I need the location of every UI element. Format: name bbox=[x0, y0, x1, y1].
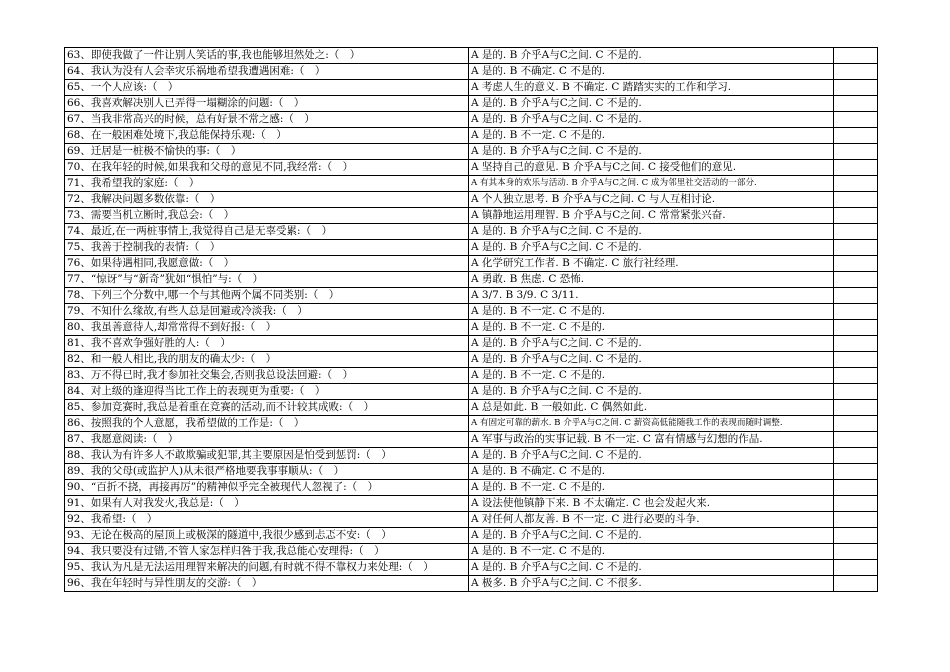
options-cell: A 是的. B 介乎A与C之间. C 不是的. bbox=[469, 96, 834, 112]
answer-cell[interactable] bbox=[834, 256, 878, 272]
options-cell: A 勇敢. B 焦虑. C 恐怖. bbox=[469, 272, 834, 288]
options-cell: A 是的. B 不一定. C 不是的. bbox=[469, 128, 834, 144]
options-cell: A 有其本身的欢乐与活动. B 介乎A与C之间. C 成为邻里社交活动的一部分. bbox=[469, 176, 834, 192]
answer-cell[interactable] bbox=[834, 480, 878, 496]
answer-cell[interactable] bbox=[834, 192, 878, 208]
answer-cell[interactable] bbox=[834, 368, 878, 384]
table-row bbox=[65, 528, 878, 544]
options-cell: A 是的. B 介乎A与C之间. C 不是的. bbox=[469, 224, 834, 240]
question-cell: 64、我认为没有人会幸灾乐祸地希望我遭遇困难:（ ） bbox=[65, 64, 469, 80]
table-row bbox=[65, 576, 878, 592]
options-cell: A 是的. B 不一定. C 不是的. bbox=[469, 320, 834, 336]
answer-cell[interactable] bbox=[834, 112, 878, 128]
question-cell: 94、我只要没有过错,不管人家怎样归咎于我,我总能心安理得:（ ） bbox=[65, 544, 469, 560]
table-row bbox=[65, 416, 878, 432]
table-row bbox=[65, 64, 878, 80]
options-cell: A 是的. B 介乎A与C之间. C 不是的. bbox=[469, 112, 834, 128]
options-cell: A 个人独立思考. B 介乎A与C之间. C 与人互相讨论. bbox=[469, 192, 834, 208]
table-row bbox=[65, 352, 878, 368]
options-cell: A 是的. B 不确定. C 不是的. bbox=[469, 64, 834, 80]
table-row bbox=[65, 96, 878, 112]
answer-cell[interactable] bbox=[834, 448, 878, 464]
options-cell: A 3/7. B 3/9. C 3/11. bbox=[469, 288, 834, 304]
question-cell: 79、不知什么缘故,有些人总是回避或冷淡我:（ ） bbox=[65, 304, 469, 320]
table-row bbox=[65, 320, 878, 336]
options-cell: A 是的. B 不一定. C 不是的. bbox=[469, 544, 834, 560]
answer-cell[interactable] bbox=[834, 384, 878, 400]
options-cell: A 是的. B 不一定. C 不是的. bbox=[469, 304, 834, 320]
question-cell: 82、和一般人相比,我的朋友的确太少:（ ） bbox=[65, 352, 469, 368]
answer-cell[interactable] bbox=[834, 208, 878, 224]
question-cell: 87、我愿意阅读:（ ） bbox=[65, 432, 469, 448]
answer-cell[interactable] bbox=[834, 96, 878, 112]
options-cell: A 对任何人都友善. B 不一定. C 进行必要的斗争. bbox=[469, 512, 834, 528]
table-row bbox=[65, 496, 878, 512]
answer-cell[interactable] bbox=[834, 160, 878, 176]
questionnaire-table bbox=[64, 47, 878, 592]
question-cell: 81、我不喜欢争强好胜的人:（ ） bbox=[65, 336, 469, 352]
table-row bbox=[65, 272, 878, 288]
options-cell: A 是的. B 介乎A与C之间. C 不是的. bbox=[469, 336, 834, 352]
table-row bbox=[65, 144, 878, 160]
table-row bbox=[65, 48, 878, 64]
table-row bbox=[65, 208, 878, 224]
question-cell: 80、我虽善意待人,却常常得不到好报:（ ） bbox=[65, 320, 469, 336]
table-row bbox=[65, 240, 878, 256]
options-cell: A 镇静地运用理智. B 介乎A与C之间. C 常常紧张兴奋. bbox=[469, 208, 834, 224]
answer-cell[interactable] bbox=[834, 464, 878, 480]
table-row bbox=[65, 336, 878, 352]
answer-cell[interactable] bbox=[834, 544, 878, 560]
question-cell: 71、我希望我的家庭:（ ） bbox=[65, 176, 469, 192]
options-cell: A 坚持自己的意见. B 介乎A与C之间. C 接受他们的意见. bbox=[469, 160, 834, 176]
answer-cell[interactable] bbox=[834, 272, 878, 288]
answer-cell[interactable] bbox=[834, 128, 878, 144]
question-cell: 76、如果待遇相同,我愿意做:（ ） bbox=[65, 256, 469, 272]
table-row bbox=[65, 80, 878, 96]
options-cell: A 极多. B 介乎A与C之间. C 不很多. bbox=[469, 576, 834, 592]
answer-cell[interactable] bbox=[834, 400, 878, 416]
answer-cell[interactable] bbox=[834, 528, 878, 544]
question-cell: 68、在一般困难处境下,我总能保持乐观:（ ） bbox=[65, 128, 469, 144]
options-cell: A 是的. B 介乎A与C之间. C 不是的. bbox=[469, 240, 834, 256]
options-cell: A 是的. B 不一定. C 不是的. bbox=[469, 368, 834, 384]
answer-cell[interactable] bbox=[834, 144, 878, 160]
question-cell: 89、我的父母(或监护人)从未很严格地要我事事顺从:（ ） bbox=[65, 464, 469, 480]
table-row bbox=[65, 304, 878, 320]
options-cell: A 是的. B 介乎A与C之间. C 不是的. bbox=[469, 448, 834, 464]
question-cell: 88、我认为有许多人不敢欺骗或犯罪,其主要原因是怕受到惩罚:（ ） bbox=[65, 448, 469, 464]
options-cell: A 是的. B 介乎A与C之间. C 不是的. bbox=[469, 144, 834, 160]
question-cell: 63、即使我做了一件让别人笑话的事,我也能够坦然处之:（ ） bbox=[65, 48, 469, 64]
table-row bbox=[65, 192, 878, 208]
answer-cell[interactable] bbox=[834, 512, 878, 528]
answer-cell[interactable] bbox=[834, 560, 878, 576]
question-cell: 93、无论在极高的屋顶上或极深的隧道中,我很少感到忐忑不安:（ ） bbox=[65, 528, 469, 544]
answer-cell[interactable] bbox=[834, 64, 878, 80]
questionnaire-body bbox=[65, 48, 878, 592]
question-cell: 74、最近,在一两桩事情上,我觉得自己是无辜受累:（ ） bbox=[65, 224, 469, 240]
options-cell: A 是的. B 介乎A与C之间. C 不是的. bbox=[469, 352, 834, 368]
table-row bbox=[65, 544, 878, 560]
answer-cell[interactable] bbox=[834, 224, 878, 240]
table-row bbox=[65, 464, 878, 480]
options-cell: A 是的. B 介乎A与C之间. C 不是的. bbox=[469, 560, 834, 576]
options-cell: A 军事与政治的实事记载. B 不一定. C 富有情感与幻想的作品. bbox=[469, 432, 834, 448]
question-cell: 96、我在年轻时与异性朋友的交游:（ ） bbox=[65, 576, 469, 592]
question-cell: 66、我喜欢解决别人已弄得一塌糊涂的问题:（ ） bbox=[65, 96, 469, 112]
options-cell: A 总是如此. B 一般如此. C 偶然如此. bbox=[469, 400, 834, 416]
options-cell: A 是的. B 不一定. C 不是的. bbox=[469, 480, 834, 496]
table-row bbox=[65, 128, 878, 144]
answer-cell[interactable] bbox=[834, 336, 878, 352]
options-cell: A 是的. B 介乎A与C之间. C 不是的. bbox=[469, 528, 834, 544]
answer-cell[interactable] bbox=[834, 576, 878, 592]
question-cell: 67、当我非常高兴的时候，总有好景不常之感:（ ） bbox=[65, 112, 469, 128]
options-cell: A 是的. B 介乎A与C之间. C 不是的. bbox=[469, 48, 834, 64]
options-cell: A 化学研究工作者. B 不确定. C 旅行社经理. bbox=[469, 256, 834, 272]
table-row bbox=[65, 224, 878, 240]
table-row bbox=[65, 512, 878, 528]
answer-cell[interactable] bbox=[834, 80, 878, 96]
question-cell: 78、下列三个分数中,哪一个与其他两个属不同类别:（ ） bbox=[65, 288, 469, 304]
options-cell: A 考虑人生的意义. B 不确定. C 踏踏实实的工作和学习. bbox=[469, 80, 834, 96]
options-cell: A 有固定可靠的薪水. B 介乎A与C之间. C 薪资高低能随我工作的表现而随时调整. bbox=[469, 416, 834, 432]
table-row bbox=[65, 256, 878, 272]
answer-cell[interactable] bbox=[834, 304, 878, 320]
table-row bbox=[65, 112, 878, 128]
question-cell: 90、“百折不挠，再接再厉”的精神似乎完全被现代人忽视了:（ ） bbox=[65, 480, 469, 496]
table-row bbox=[65, 160, 878, 176]
question-cell: 77、“惊讶”与“新奇”犹如“惧怕”与:（ ） bbox=[65, 272, 469, 288]
question-cell: 70、在我年轻的时候,如果我和父母的意见不同,我经常:（ ） bbox=[65, 160, 469, 176]
question-cell: 95、我认为凡是无法运用理智来解决的问题,有时就不得不靠权力来处理:（ ） bbox=[65, 560, 469, 576]
answer-cell[interactable] bbox=[834, 432, 878, 448]
table-row bbox=[65, 176, 878, 192]
question-cell: 91、如果有人对我发火,我总是:（ ） bbox=[65, 496, 469, 512]
answer-cell[interactable] bbox=[834, 176, 878, 192]
table-row bbox=[65, 448, 878, 464]
table-row bbox=[65, 384, 878, 400]
table-row bbox=[65, 560, 878, 576]
question-cell: 83、万不得已时,我才参加社交集会,否则我总设法回避:（ ） bbox=[65, 368, 469, 384]
table-row bbox=[65, 368, 878, 384]
answer-cell[interactable] bbox=[834, 416, 878, 432]
question-cell: 84、对上级的逢迎得当比工作上的表现更为重要:（ ） bbox=[65, 384, 469, 400]
table-row bbox=[65, 400, 878, 416]
question-cell: 72、我解决问题多数依靠:（ ） bbox=[65, 192, 469, 208]
question-cell: 73、需要当机立断时,我总会:（ ） bbox=[65, 208, 469, 224]
options-cell: A 是的. B 介乎A与C之间. C 不是的. bbox=[469, 384, 834, 400]
table-row bbox=[65, 480, 878, 496]
answer-cell[interactable] bbox=[834, 240, 878, 256]
options-cell: A 设法使他镇静下来. B 不太确定. C 也会发起火来. bbox=[469, 496, 834, 512]
answer-cell[interactable] bbox=[834, 288, 878, 304]
question-cell: 86、按照我的个人意愿，我希望做的工作是:（ ） bbox=[65, 416, 469, 432]
options-cell: A 是的. B 不确定. C 不是的. bbox=[469, 464, 834, 480]
answer-cell[interactable] bbox=[834, 352, 878, 368]
answer-cell[interactable] bbox=[834, 496, 878, 512]
question-cell: 85、参加竞赛时,我总是着重在竞赛的活动,而不计较其成败:（ ） bbox=[65, 400, 469, 416]
answer-cell[interactable] bbox=[834, 48, 878, 64]
question-cell: 75、我善于控制我的表情:（ ） bbox=[65, 240, 469, 256]
answer-cell[interactable] bbox=[834, 320, 878, 336]
question-cell: 92、我希望:（ ） bbox=[65, 512, 469, 528]
table-row bbox=[65, 432, 878, 448]
question-cell: 65、一个人应该:（ ） bbox=[65, 80, 469, 96]
table-row bbox=[65, 288, 878, 304]
question-cell: 69、迁居是一桩极不愉快的事:（ ） bbox=[65, 144, 469, 160]
